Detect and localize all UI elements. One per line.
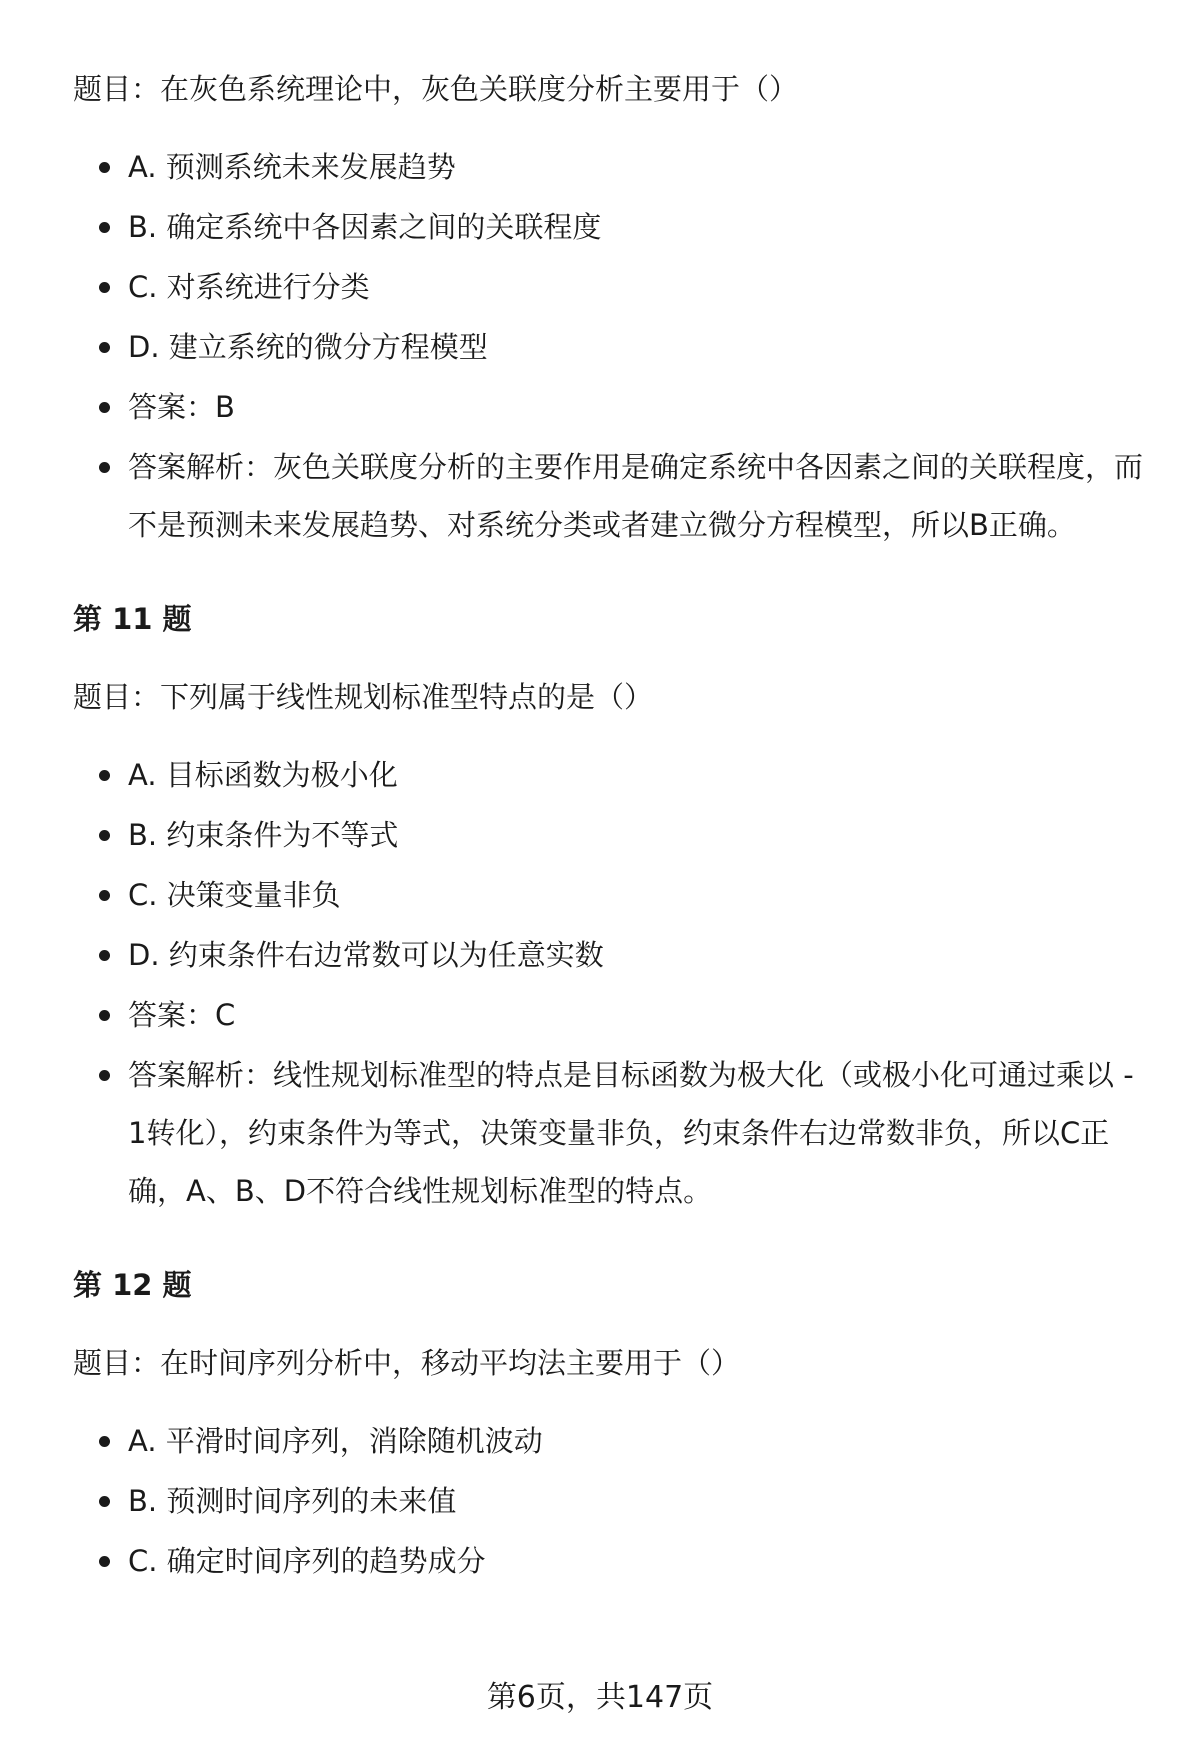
option-list — [73, 1412, 1143, 1590]
option-text: A. 平滑时间序列，消除随机波动 — [128, 1424, 543, 1458]
bullet-icon — [99, 1496, 110, 1507]
question-stem: 题目：在灰色系统理论中，灰色关联度分析主要用于（） — [73, 72, 799, 106]
option-text: D. 约束条件右边常数可以为任意实数 — [128, 938, 604, 972]
bullet-icon — [99, 1556, 110, 1567]
bullet-icon — [99, 342, 110, 353]
bullet-icon — [99, 1436, 110, 1447]
question-stem: 题目：下列属于线性规划标准型特点的是（） — [73, 680, 654, 714]
answer-text: 答案：C — [128, 998, 236, 1032]
option-item — [73, 926, 1143, 984]
option-item — [73, 1472, 1143, 1530]
bullet-icon — [99, 890, 110, 901]
question-11 — [73, 590, 1143, 1220]
answer-item — [73, 986, 1143, 1044]
bullet-icon — [99, 222, 110, 233]
answer-text: 答案：B — [128, 390, 235, 424]
option-item — [73, 1412, 1143, 1470]
option-item — [73, 746, 1143, 804]
explanation-text: 答案解析：线性规划标准型的特点是目标函数为极大化（或极小化可通过乘以 - 1转化），约束条件为等式，决策变量非负，约束条件右边常数非负，所以C正确，A、B、D不符合线性规划标准型的特点。 — [128, 1058, 1134, 1208]
option-list — [73, 746, 1143, 1220]
bullet-icon — [99, 1010, 110, 1021]
bullet-icon — [99, 462, 110, 473]
option-text: D. 建立系统的微分方程模型 — [128, 330, 488, 364]
question-heading: 第 11 题 — [73, 602, 192, 636]
option-item — [73, 138, 1143, 196]
option-text: C. 对系统进行分类 — [128, 270, 370, 304]
option-item — [73, 806, 1143, 864]
question-12 — [73, 1256, 1143, 1590]
option-item — [73, 318, 1143, 376]
option-text: A. 预测系统未来发展趋势 — [128, 150, 456, 184]
question-stem: 题目：在时间序列分析中，移动平均法主要用于（） — [73, 1346, 741, 1380]
option-text: B. 预测时间序列的未来值 — [128, 1484, 457, 1518]
explanation-text: 答案解析：灰色关联度分析的主要作用是确定系统中各因素之间的关联程度，而不是预测未来发展趋势、对系统分类或者建立微分方程模型，所以B正确。 — [128, 450, 1144, 542]
question-heading: 第 12 题 — [73, 1268, 192, 1302]
page-number: 第6页，共147页 — [486, 1680, 714, 1715]
bullet-icon — [99, 950, 110, 961]
option-item — [73, 258, 1143, 316]
document-page — [73, 60, 1143, 1592]
bullet-icon — [99, 162, 110, 173]
option-item — [73, 1532, 1143, 1590]
option-text: C. 确定时间序列的趋势成分 — [128, 1544, 486, 1578]
answer-item — [73, 378, 1143, 436]
bullet-icon — [99, 1070, 110, 1081]
bullet-icon — [99, 402, 110, 413]
option-item — [73, 866, 1143, 924]
option-text: A. 目标函数为极小化 — [128, 758, 398, 792]
explanation-item — [73, 1046, 1143, 1220]
bullet-icon — [99, 830, 110, 841]
bullet-icon — [99, 770, 110, 781]
option-list — [73, 138, 1143, 554]
bullet-icon — [99, 282, 110, 293]
question-10 — [73, 60, 1143, 554]
option-text: B. 约束条件为不等式 — [128, 818, 399, 852]
option-text: B. 确定系统中各因素之间的关联程度 — [128, 210, 602, 244]
explanation-item — [73, 438, 1143, 554]
option-text: C. 决策变量非负 — [128, 878, 341, 912]
option-item — [73, 198, 1143, 256]
